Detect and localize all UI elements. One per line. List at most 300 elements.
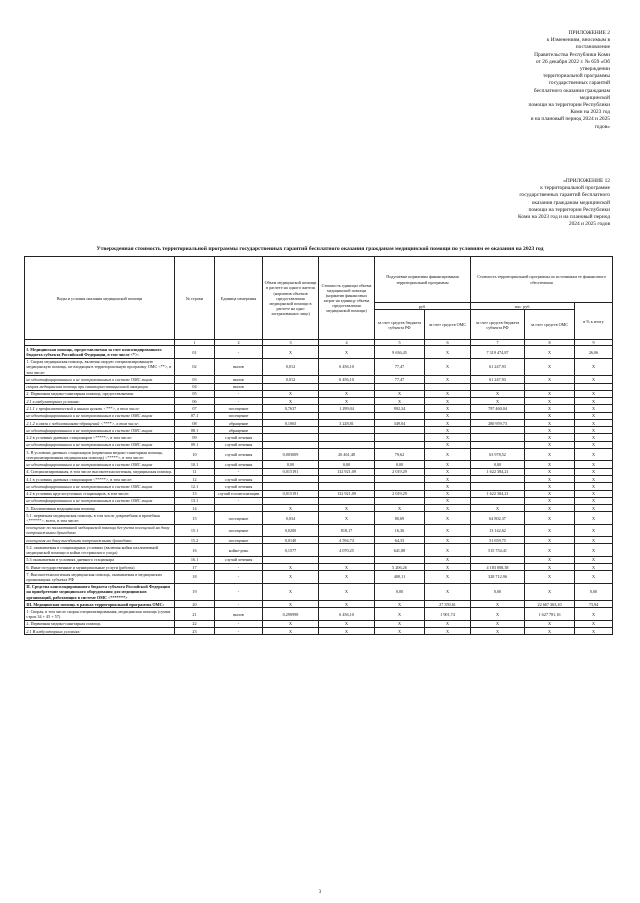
row-per-capita-oms: X <box>425 564 471 571</box>
row-percent: X <box>575 512 613 524</box>
row-number: 18 <box>175 571 215 583</box>
header-per-capita: Подушевые нормативы финансирования территориальной программы <box>375 257 471 303</box>
row-unit-cost: X <box>319 390 375 397</box>
row-total-oms: X <box>525 419 575 426</box>
row-volume <box>263 383 319 390</box>
row-volume: 0,0140 <box>263 537 319 544</box>
row-name: 7. Высокотехнологичная медицинская помощь, оказываемая в медицинских организациях субъекта РФ <box>25 571 175 583</box>
row-per-capita-budget: X <box>375 620 425 627</box>
heading-line: помощи на территории Республики <box>528 102 610 109</box>
row-percent: X <box>575 434 613 441</box>
column-number: 3 <box>263 340 319 346</box>
row-volume <box>263 497 319 504</box>
row-total-budget: 7 319 474,87 <box>471 346 525 358</box>
row-total-budget <box>471 383 525 390</box>
row-unit: - <box>215 628 263 635</box>
row-name: скорая медицинская помощь при санитарно-авиационной эвакуации <box>25 383 175 390</box>
row-name: 3. В условиях дневных стационаров (первичная медико-санитарная помощь, специализированная медицинская помощь) <*****>, в том числе: <box>25 449 175 461</box>
row-per-capita-budget: X <box>375 608 425 620</box>
row-total-budget: 64 802,37 <box>471 512 525 524</box>
row-number: 08 <box>175 419 215 426</box>
row-total-oms: X <box>525 449 575 461</box>
row-unit: случай лечения <box>215 434 263 441</box>
row-name: 2.1.1 с профилактической и иными целями <***>, в том числе: <box>25 405 175 412</box>
row-volume: 0,034 <box>263 512 319 524</box>
heading-line: утверждении <box>579 66 610 73</box>
row-unit: случай лечения <box>215 556 263 563</box>
row-name: 4. Специализированная, в том числе высокотехнологичная, медицинская помощь <box>25 468 175 475</box>
header-name: Виды и условия оказания медицинской помощи <box>25 257 175 340</box>
row-number: 20 <box>175 601 215 608</box>
row-unit-cost: X <box>319 346 375 358</box>
heading-line: бесплатного оказания гражданам <box>533 87 610 94</box>
row-per-capita-oms: X <box>425 405 471 412</box>
table-row <box>25 376 613 383</box>
row-percent: X <box>575 505 613 512</box>
row-number: 14 <box>175 505 215 512</box>
heading-line: от 26 декабря 2022 г. № 659 «Об <box>535 58 610 65</box>
heading-line: ПРИЛОЖЕНИЕ 2 <box>568 30 610 36</box>
row-per-capita-oms: X <box>425 544 471 556</box>
table-row <box>25 383 613 390</box>
row-per-capita-oms: X <box>425 490 471 497</box>
row-volume: 0,0200 <box>263 524 319 536</box>
row-per-capita-oms: X <box>425 434 471 441</box>
row-unit: - <box>215 468 263 475</box>
row-total-budget: 1 622 384,21 <box>471 490 525 497</box>
row-per-capita-budget: 5 206,26 <box>375 564 425 571</box>
row-number: 06 <box>175 398 215 405</box>
row-unit: посещение <box>215 412 263 419</box>
row-per-capita-budget: X <box>375 398 425 405</box>
row-volume <box>263 556 319 563</box>
header-unit-rub: руб. <box>375 303 471 310</box>
row-per-capita-oms: X <box>425 475 471 482</box>
table-row <box>25 564 613 571</box>
row-total-oms: X <box>525 434 575 441</box>
row-per-capita-budget <box>375 497 425 504</box>
table-row <box>25 620 613 627</box>
row-unit: случай лечения <box>215 483 263 490</box>
row-percent: X <box>575 628 613 635</box>
row-total-budget <box>471 497 525 504</box>
row-total-oms: X <box>525 475 575 482</box>
row-number: 03 <box>175 376 215 383</box>
row-name: 1. Скорая медицинская помощь, включая скорую специализированную медицинскую помощь, не входящая в территориальную программу ОМС <**>, в том числе: <box>25 358 175 375</box>
row-per-capita-oms: X <box>425 461 471 468</box>
row-per-capita-budget: 641,88 <box>375 544 425 556</box>
table-row <box>25 358 613 375</box>
row-total-budget: 797 460,04 <box>471 405 525 412</box>
row-unit: - <box>215 346 263 358</box>
row-percent: 0,00 <box>575 583 613 600</box>
row-total-budget: X <box>471 390 525 397</box>
row-name: не идентифицированным и не застрахованным в системе ОМС лицам <box>25 412 175 419</box>
row-per-capita-budget: 992,34 <box>375 405 425 412</box>
header-row-number: № строки <box>175 257 215 340</box>
row-per-capita-budget <box>375 441 425 448</box>
heading-line: медицинской <box>579 94 610 101</box>
row-percent: X <box>575 461 613 468</box>
table-row <box>25 571 613 583</box>
row-percent: X <box>575 571 613 583</box>
header-percent: в % к итогу <box>575 303 613 340</box>
row-unit: - <box>215 564 263 571</box>
row-total-oms: X <box>525 583 575 600</box>
row-unit-cost: 0,00 <box>319 461 375 468</box>
row-percent: X <box>575 358 613 375</box>
table-row <box>25 483 613 490</box>
row-unit <box>215 505 263 512</box>
column-number: 9 <box>575 340 613 346</box>
row-unit: посещение <box>215 512 263 524</box>
heading-line: «ПРИЛОЖЕНИЕ 12 <box>563 178 610 184</box>
row-total-oms: 1 627 781,16 <box>525 608 575 620</box>
row-percent <box>575 383 613 390</box>
row-volume: X <box>263 398 319 405</box>
row-per-capita-budget: 2 019,29 <box>375 490 425 497</box>
row-volume <box>263 475 319 482</box>
row-total-budget: 13 142,62 <box>471 524 525 536</box>
row-unit-cost <box>319 427 375 434</box>
row-unit-cost: 6 456,10 <box>319 376 375 383</box>
row-per-capita-budget: 64,33 <box>375 537 425 544</box>
heading-line: к территориальной программе <box>540 185 610 192</box>
row-name: 5.1. первичная медицинская помощь, в том числе доврачебная и врачебная <******>, всего, в том числе: <box>25 512 175 524</box>
header-unit-thousand: тыс. руб. <box>471 303 575 310</box>
row-per-capita-oms: X <box>425 376 471 383</box>
header-per-capita-oms: за счет средств ОМС <box>425 310 471 340</box>
row-total-oms: X <box>525 544 575 556</box>
table-row <box>25 427 613 434</box>
row-unit-cost: 4 070,25 <box>319 544 375 556</box>
row-name: 1. Скорая, в том числе скорая специализированная, медицинская помощь (сумма строк 34 + 45 + 57) <box>25 608 175 620</box>
row-unit: - <box>215 390 263 397</box>
row-unit-cost: 818,17 <box>319 524 375 536</box>
table-body <box>25 346 613 635</box>
row-name: не идентифицированным и не застрахованным в системе ОМС лицам <box>25 441 175 448</box>
heading-line: к Изменениям, вносимым в <box>546 37 610 44</box>
row-name: III. Медицинская помощь в рамках территориальной программы ОМС: <box>25 601 175 608</box>
table-row <box>25 556 613 563</box>
row-percent: 26,06 <box>575 346 613 358</box>
row-number: 15 <box>175 512 215 524</box>
row-name: 2.1.2 в связи с заболеваниями-обращений <****>, в том числе: <box>25 419 175 426</box>
row-name: не идентифицированным и не застрахованным в системе ОМС лицам <box>25 427 175 434</box>
row-total-budget: 0,00 <box>471 461 525 468</box>
row-total-oms: X <box>525 524 575 536</box>
row-total-oms: X <box>525 468 575 475</box>
row-unit-cost: 4 594,74 <box>319 537 375 544</box>
row-per-capita-budget <box>375 434 425 441</box>
row-total-budget: X <box>471 628 525 635</box>
header-volume: Объем медицинской помощи в расчете на одного жителя (норматив объемов предоставления медицинской помощи в расчете на одно застрахованное лицо) <box>263 257 319 340</box>
heading-line: и на плановый период 2024 и 2025 <box>530 116 610 123</box>
table-row <box>25 441 613 448</box>
row-volume: X <box>263 601 319 608</box>
row-number: 09 <box>175 434 215 441</box>
row-unit-cost <box>319 483 375 490</box>
row-total-budget: 4 183 008,38 <box>471 564 525 571</box>
row-volume: X <box>263 571 319 583</box>
row-per-capita-oms: X <box>425 412 471 419</box>
row-unit-cost <box>319 497 375 504</box>
row-unit: обращение <box>215 419 263 426</box>
row-percent: X <box>575 441 613 448</box>
table-row <box>25 544 613 556</box>
row-percent: X <box>575 537 613 544</box>
row-volume: 0,290998 <box>263 608 319 620</box>
row-total-budget: 1 622 384,21 <box>471 468 525 475</box>
row-total-oms: X <box>525 461 575 468</box>
row-volume: 0,1577 <box>263 544 319 556</box>
appendix-main-heading <box>460 30 610 131</box>
row-per-capita-budget: 0,00 <box>375 461 425 468</box>
heading-line: годов» <box>594 123 610 130</box>
table-row <box>25 628 613 635</box>
row-total-oms: X <box>525 483 575 490</box>
row-total-oms: X <box>525 556 575 563</box>
row-unit: - <box>215 398 263 405</box>
row-number: 08.1 <box>175 427 215 434</box>
row-total-oms: X <box>525 358 575 375</box>
row-total-budget <box>471 427 525 434</box>
row-per-capita-budget: X <box>375 505 425 512</box>
row-total-budget <box>471 434 525 441</box>
row-percent: 73,94 <box>575 601 613 608</box>
row-volume: 0,1063 <box>263 419 319 426</box>
column-number: 6 <box>425 340 471 346</box>
row-volume: 0,003009 <box>263 449 319 461</box>
heading-line: территориальной программы <box>542 73 610 80</box>
row-per-capita-oms: X <box>425 505 471 512</box>
row-per-capita-oms: X <box>425 628 471 635</box>
row-unit: случай лечения <box>215 475 263 482</box>
row-number: 07.1 <box>175 412 215 419</box>
row-number: 17 <box>175 564 215 571</box>
row-total-oms: X <box>525 346 575 358</box>
row-per-capita-oms: X <box>425 468 471 475</box>
row-volume: X <box>263 628 319 635</box>
row-unit: койко-день <box>215 544 263 556</box>
row-percent: X <box>575 468 613 475</box>
row-unit: - <box>215 571 263 583</box>
table-row <box>25 601 613 608</box>
row-per-capita-oms: X <box>425 419 471 426</box>
table-row <box>25 390 613 397</box>
table-row <box>25 537 613 544</box>
row-total-oms: X <box>525 512 575 524</box>
row-total-oms: X <box>525 505 575 512</box>
row-unit-cost <box>319 434 375 441</box>
table-row <box>25 434 613 441</box>
row-volume: 0,015191 <box>263 468 319 475</box>
row-total-oms: X <box>525 628 575 635</box>
heading-line: Правительства Республики Коми <box>534 51 610 58</box>
row-name: не идентифицированным и не застрахованным в системе ОМС лицам <box>25 376 175 383</box>
table-row <box>25 419 613 426</box>
table-row <box>25 461 613 468</box>
row-number: 21 <box>175 608 215 620</box>
row-total-budget: 280 959,73 <box>471 419 525 426</box>
row-total-budget <box>471 483 525 490</box>
row-percent: X <box>575 449 613 461</box>
row-name: не идентифицированным и не застрахованным в системе ОМС лицам <box>25 461 175 468</box>
row-number: 01 <box>175 346 215 358</box>
header-per-capita-budget: за счет средств бюджета субъекта РФ <box>375 310 425 340</box>
row-unit: вызов <box>215 383 263 390</box>
row-unit-cost <box>319 412 375 419</box>
row-total-oms: X <box>525 427 575 434</box>
row-number: 12.1 <box>175 483 215 490</box>
row-total-oms: X <box>525 490 575 497</box>
table-row <box>25 490 613 497</box>
row-per-capita-budget: 349,04 <box>375 419 425 426</box>
row-percent: X <box>575 483 613 490</box>
row-number: 16.1 <box>175 556 215 563</box>
row-total-oms: X <box>525 398 575 405</box>
row-unit-cost: 6 456,10 <box>319 358 375 375</box>
row-name: не идентифицированным и не застрахованным в системе ОМС лицам <box>25 497 175 504</box>
row-per-capita-oms: X <box>425 358 471 375</box>
row-percent: X <box>575 376 613 383</box>
row-unit-cost: 132 921,09 <box>319 490 375 497</box>
row-unit-cost <box>319 556 375 563</box>
table-row <box>25 505 613 512</box>
row-name: 4.1 в условиях дневных стационаров <*****>, в том числе: <box>25 475 175 482</box>
row-percent: X <box>575 419 613 426</box>
row-volume: X <box>263 564 319 571</box>
row-name: 2.2 в условиях дневных стационаров <*****>, в том числе: <box>25 434 175 441</box>
row-per-capita-oms: X <box>425 346 471 358</box>
header-total-budget: за счет средств бюджета субъекта РФ <box>471 310 525 340</box>
row-per-capita-oms: X <box>425 583 471 600</box>
row-volume <box>263 483 319 490</box>
row-total-oms: X <box>525 390 575 397</box>
row-percent: X <box>575 544 613 556</box>
row-total-budget: 61 247,93 <box>471 358 525 375</box>
row-percent: X <box>575 490 613 497</box>
table-row <box>25 468 613 475</box>
row-name: 2. Первичная медико-санитарная помощь <box>25 620 175 627</box>
row-total-oms: X <box>525 571 575 583</box>
row-total-budget: 515 754,41 <box>471 544 525 556</box>
row-per-capita-oms: X <box>425 497 471 504</box>
row-total-budget <box>471 441 525 448</box>
row-number: 16 <box>175 544 215 556</box>
row-per-capita-oms: X <box>425 512 471 524</box>
table-row <box>25 512 613 524</box>
row-per-capita-budget: 80,69 <box>375 512 425 524</box>
row-volume: 0,012 <box>263 358 319 375</box>
row-number: 13 <box>175 490 215 497</box>
row-unit-cost <box>319 383 375 390</box>
row-total-oms: X <box>525 412 575 419</box>
row-total-oms: X <box>525 564 575 571</box>
column-number: 1 <box>175 340 215 346</box>
row-per-capita-budget: 77,47 <box>375 376 425 383</box>
table-row <box>25 497 613 504</box>
row-total-budget: X <box>471 620 525 627</box>
row-per-capita-budget <box>375 427 425 434</box>
row-unit-cost: X <box>319 564 375 571</box>
row-per-capita-budget <box>375 475 425 482</box>
row-per-capita-budget <box>375 412 425 419</box>
row-total-oms: X <box>525 497 575 504</box>
row-number: 23 <box>175 628 215 635</box>
row-unit-cost: X <box>319 620 375 627</box>
row-name: 5.3 оказываемая в условиях дневного стационара <box>25 556 175 563</box>
document-title: Утвержденная стоимость территориальной программы государственных гарантий бесплатного оказания гражданам медицинской помощи по условиям ее оказания на 2023 год <box>96 246 544 252</box>
row-unit-cost: 26 461,48 <box>319 449 375 461</box>
row-per-capita-oms: X <box>425 620 471 627</box>
row-per-capita-budget <box>375 383 425 390</box>
heading-line: оказания гражданам медицинской <box>531 199 610 206</box>
row-volume: 0,00 <box>263 461 319 468</box>
row-per-capita-oms: X <box>425 398 471 405</box>
row-name: посещение по паллиативной медицинской помощи без учета посещений на дому патронажными бригадами <box>25 524 175 536</box>
appendix-sub-heading <box>450 178 610 228</box>
row-percent: X <box>575 398 613 405</box>
row-unit: вызов <box>215 608 263 620</box>
table-row <box>25 608 613 620</box>
row-percent: X <box>575 620 613 627</box>
row-percent: X <box>575 427 613 434</box>
row-total-budget: X <box>471 601 525 608</box>
page-number: 3 <box>318 890 322 895</box>
row-per-capita-budget: 77,47 <box>375 358 425 375</box>
row-unit: случай лечения <box>215 461 263 468</box>
row-per-capita-oms: X <box>425 524 471 536</box>
row-per-capita-budget: X <box>375 628 425 635</box>
row-volume <box>263 412 319 419</box>
row-percent: X <box>575 524 613 536</box>
row-per-capita-budget: X <box>375 601 425 608</box>
row-unit-cost: 6 456,10 <box>319 608 375 620</box>
row-number: 11 <box>175 468 215 475</box>
row-name: I. Медицинская помощь, предоставляемая за счет консолидированного бюджета субъекта Российской Федерации, в том числе <*>: <box>25 346 175 358</box>
header-unit-cost: Стоимость единицы объема медицинской помощи (норматив финансовых затрат на единицу объема предоставления медицинской помощи) <box>319 257 375 340</box>
row-per-capita-oms: 27 359,61 <box>425 601 471 608</box>
row-total-budget: X <box>471 608 525 620</box>
row-number: 02 <box>175 358 215 375</box>
row-unit-cost: X <box>319 601 375 608</box>
row-percent: X <box>575 497 613 504</box>
table-row <box>25 475 613 482</box>
row-per-capita-oms: 1 901,74 <box>425 608 471 620</box>
row-unit: случай лечения <box>215 441 263 448</box>
row-number: 09.1 <box>175 441 215 448</box>
row-unit-cost: X <box>319 571 375 583</box>
heading-line: постановление <box>575 44 610 51</box>
row-per-capita-budget <box>375 483 425 490</box>
row-total-budget: 328 712,96 <box>471 571 525 583</box>
row-unit: посещение <box>215 537 263 544</box>
row-unit: обращение <box>215 427 263 434</box>
row-per-capita-oms: X <box>425 390 471 397</box>
row-volume <box>263 441 319 448</box>
heading-line: 2024 и 2025 годов <box>568 221 610 228</box>
row-number: 12 <box>175 475 215 482</box>
row-name: 2.1 в амбулаторных условиях: <box>25 398 175 405</box>
row-per-capita-oms: X <box>425 449 471 461</box>
row-unit-cost: 3 228,81 <box>319 419 375 426</box>
row-number: 05 <box>175 390 215 397</box>
table-row <box>25 398 613 405</box>
row-name: 2. Первичная медико-санитарная помощь, предоставляемая: <box>25 390 175 397</box>
row-per-capita-budget: 9 636,45 <box>375 346 425 358</box>
column-number: 5 <box>375 340 425 346</box>
